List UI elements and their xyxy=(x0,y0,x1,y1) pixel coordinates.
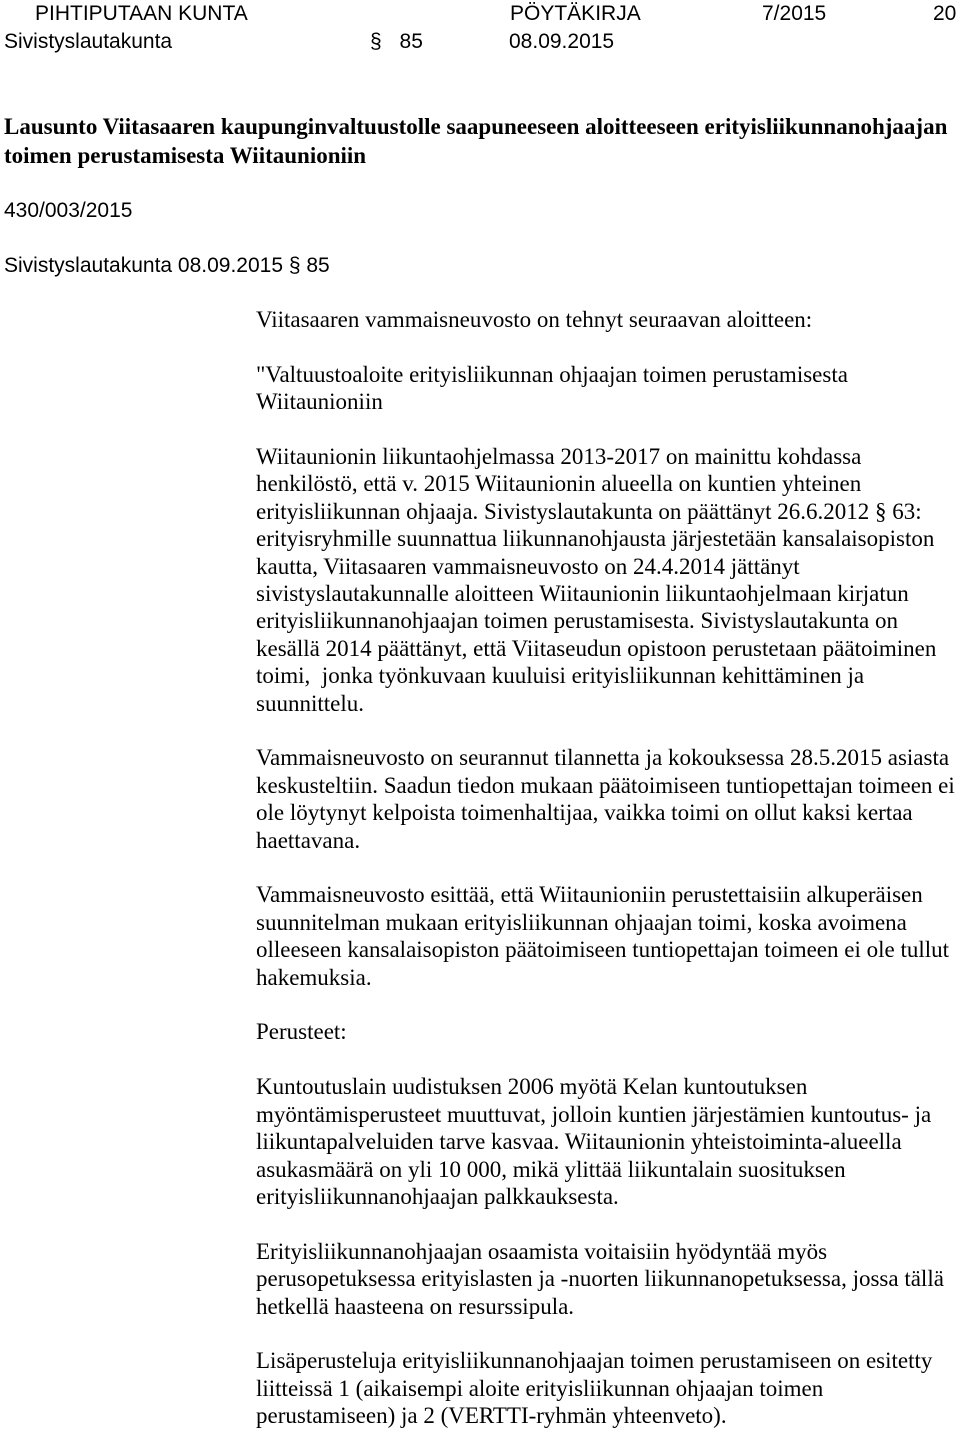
body-line: Wiitaunioniin xyxy=(256,389,383,415)
body-line: toimi, jonka työnkuvaan kuuluisi erityisliikunnan kehittäminen ja xyxy=(256,663,865,689)
body-line: suunnittelu. xyxy=(256,690,364,716)
page-number: 20 xyxy=(933,2,957,25)
paragraph-initiative-body xyxy=(256,443,955,717)
body-line: liikuntapalveluiden tarve kasvaa. Wiitaunionin yhteistoiminta-alueella xyxy=(256,1129,902,1155)
body-line: haettavana. xyxy=(256,827,361,853)
body-line: erityisliikunnanohjaajan toimen perustamisesta. Sivistyslautakunta on xyxy=(256,608,898,634)
body-line: Wiitaunionin liikuntaohjelmassa 2013-2017 on mainittu kohdassa xyxy=(256,444,862,469)
section-number: § 85 xyxy=(370,30,423,53)
body-line: suunnitelman mukaan erityisliikunnan ohjaajan toimi, koska avoimena xyxy=(256,909,907,935)
body-line: kautta, Viitasaaren vammaisneuvosto on 24.4.2014 jättänyt xyxy=(256,553,800,579)
body-line: erityisliikunnanohjaajan palkkauksesta. xyxy=(256,1183,619,1209)
meeting-reference: Sivistyslautakunta 08.09.2015 § 85 xyxy=(4,254,330,277)
body-line: myöntämisperusteet muuttuvat, jolloin kuntien järjestämien kuntoutus- ja xyxy=(256,1101,932,1127)
body-line: Viitasaaren vammaisneuvosto on tehnyt seuraavan aloitteen: xyxy=(256,307,813,332)
body-line: hetkellä haasteena on resurssipula. xyxy=(256,1293,575,1319)
body-line: Perusteet: xyxy=(256,1019,347,1045)
paragraph-proposal xyxy=(256,881,955,991)
paragraph-follow-up xyxy=(256,744,955,854)
body-line: erityisliikunnan ohjaaja. Sivistyslautakunta on päättänyt 26.6.2012 § 63: xyxy=(256,498,922,524)
body-line: olleeseen kansalaisopiston päätoimiseen tuntiopettajan toimeen ei ole tullut xyxy=(256,937,950,963)
body-line: kesällä 2014 päättänyt, että Viitaseudun opistoon perustetaan päätoiminen xyxy=(256,635,937,661)
body-line: Kuntoutuslain uudistuksen 2006 myötä Kelan kuntoutuksen xyxy=(256,1074,808,1100)
meeting-date: 08.09.2015 xyxy=(509,30,615,53)
body-line: perustamiseen) ja 2 (VERTTI-ryhmän yhteenveto). xyxy=(256,1403,727,1429)
body-line: perusopetuksessa erityislasten ja -nuorten liikunnanopetuksessa, jossa tällä xyxy=(256,1266,944,1292)
paragraph-justification-school xyxy=(256,1238,955,1320)
body-line: Lisäperusteluja erityisliikunnanohjaajan toimen perustamiseen on esitetty xyxy=(256,1348,933,1374)
municipality-name: PIHTIPUTAAN KUNTA xyxy=(35,2,248,25)
body-line: Vammaisneuvosto esittää, että Wiitaunioniin perustettaisiin alkuperäisen xyxy=(256,882,923,908)
body-line: henkilöstö, että v. 2015 Wiitaunionin alueella on kuntien yhteinen xyxy=(256,471,862,497)
committee-name: Sivistyslautakunta xyxy=(4,30,173,53)
body-line: Vammaisneuvosto on seurannut tilannetta ja kokouksessa 28.5.2015 asiasta xyxy=(256,745,950,771)
paragraph-intro xyxy=(256,306,955,333)
justification-heading xyxy=(256,1018,955,1045)
body-line: liitteissä 1 (aikaisempi aloite erityisliikunnan ohjaajan toimen xyxy=(256,1375,824,1401)
document-type: PÖYTÄKIRJA xyxy=(510,2,641,25)
document-number: 7/2015 xyxy=(762,2,827,25)
body-line: keskusteltiin. Saadun tiedon mukaan päätoimiseen tuntiopettajan toimeen ei xyxy=(256,772,955,798)
body-line: ole löytynyt kelpoista toimenhaltijaa, vaikka toimi on ollut kaksi kertaa xyxy=(256,800,913,826)
body-line: erityisryhmille suunnattua liikunnanohjausta järjestetään kansalaisopiston xyxy=(256,526,935,552)
body-line: sivistyslautakunnalle aloitteen Wiitaunionin liikuntaohjelmaan kirjatun xyxy=(256,581,909,607)
body-line: asukasmäärä on yli 10 000, mikä ylittää liikuntalain suosituksen xyxy=(256,1156,846,1182)
paragraph-attachments xyxy=(256,1347,955,1429)
page-title xyxy=(4,113,947,171)
title-line: Lausunto Viitasaaren kaupunginvaltuustolle saapuneeseen aloitteeseen erityisliikunnanohjaajan xyxy=(4,114,948,139)
title-line: toimen perustamisesta Wiitaunioniin xyxy=(4,142,367,168)
body-line: Erityisliikunnanohjaajan osaamista voitaisiin hyödyntää myös xyxy=(256,1238,828,1264)
body-line: "Valtuustoaloite erityisliikunnan ohjaajan toimen perustamisesta xyxy=(256,361,848,387)
record-number: 430/003/2015 xyxy=(4,199,133,222)
paragraph-justification-rehabilitation xyxy=(256,1073,955,1210)
document-body xyxy=(256,306,955,1430)
body-line: hakemuksia. xyxy=(256,964,372,990)
paragraph-initiative-title xyxy=(256,361,955,416)
